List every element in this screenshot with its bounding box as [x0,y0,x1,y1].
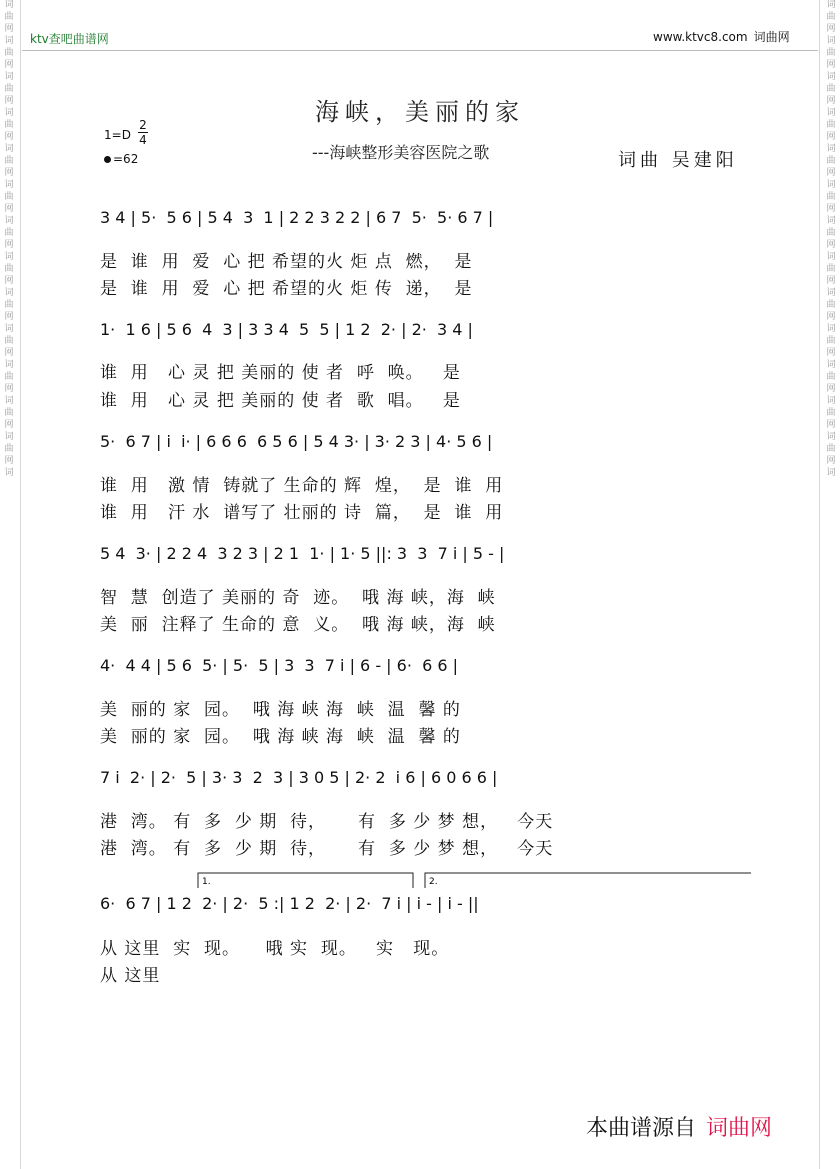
border-watermark-glyph: 词 [826,396,836,406]
border-watermark-glyph: 词 [4,396,14,406]
border-watermark-glyph: 网 [826,276,836,286]
system-5-lyric-1: 美 丽的 家 园。 哦 海 峡 海 峡 温 馨 的 [100,700,461,720]
border-watermark-glyph: 网 [4,312,14,322]
border-watermark-glyph: 网 [826,24,836,34]
site-url-right[interactable] [653,28,790,45]
border-watermark-glyph: 曲 [826,408,836,418]
volta-brackets [195,870,755,890]
border-watermark-glyph: 网 [826,60,836,70]
border-watermark-glyph: 曲 [4,156,14,166]
border-watermark-glyph: 曲 [4,48,14,58]
border-watermark-glyph: 网 [4,24,14,34]
border-watermark-glyph: 曲 [826,156,836,166]
time-signature-top: 2 [139,118,147,132]
border-watermark-glyph: 词 [4,108,14,118]
border-watermark-glyph: 网 [826,420,836,430]
site-name-left[interactable]: ktv查吧曲谱网 [30,32,109,46]
border-watermark-glyph: 曲 [4,264,14,274]
border-watermark-glyph: 曲 [826,264,836,274]
border-watermark-glyph: 词 [4,216,14,226]
border-watermark-glyph: 词 [4,468,14,478]
border-watermark-glyph: 网 [826,96,836,106]
border-watermark-glyph: 网 [826,348,836,358]
border-watermark-glyph: 曲 [826,372,836,382]
song-title: 海峡，美丽的家 [315,98,525,126]
border-watermark-glyph: 曲 [4,300,14,310]
border-watermark-glyph: 曲 [826,228,836,238]
border-watermark-glyph: 词 [826,216,836,226]
volta-label-2: 2. [429,877,438,887]
border-watermark-glyph: 网 [826,456,836,466]
border-watermark-glyph: 词 [826,468,836,478]
border-watermark-glyph: 网 [826,168,836,178]
border-watermark-glyph: 词 [4,0,14,10]
border-watermark-glyph: 曲 [826,300,836,310]
system-7-notes: 6· 6 7 | 1 2 2· | 2· 5 :| 1 2 2· | 2· 7 i | i - | i - || [100,894,479,913]
border-watermark-glyph: 词 [826,180,836,190]
border-watermark-glyph: 词 [4,432,14,442]
system-4-notes: 5 4 3· | 2 2 4 3 2 3 | 2 1 1· | 1· 5 ||: 3 3 7 i | 5 - | [100,544,505,563]
border-watermark-glyph: 曲 [4,228,14,238]
border-watermark-glyph: 词 [826,0,836,10]
time-signature-bottom: 4 [139,133,147,147]
system-3-lyric-2: 谁 用 汗 水 谱写了 壮丽的 诗 篇， 是 谁 用 [100,503,504,523]
border-watermark-glyph: 词 [4,252,14,262]
system-6-lyric-2: 港 湾。 有 多 少 期 待， 有 多 少 梦 想， 今天 [100,839,554,859]
time-signature [138,118,148,147]
border-watermark-glyph: 网 [4,240,14,250]
system-1-lyric-2: 是 谁 用 爱 心 把 希望的火 炬 传 递， 是 [100,279,473,299]
border-watermark-glyph: 词 [826,252,836,262]
system-3-notes: 5· 6 7 | i i· | 6 6 6 6 5 6 | 5 4 3· | 3· 2 3 | 4· 5 6 | [100,432,493,451]
footer-source [586,1111,772,1142]
border-watermark-glyph: 词 [4,144,14,154]
border-watermark-glyph: 词 [826,360,836,370]
site-url[interactable]: www.ktvc8.com [653,30,748,44]
volta-label-1: 1. [202,877,211,887]
border-watermark-glyph: 词 [4,288,14,298]
left-border-line [20,0,21,1169]
border-watermark-glyph: 曲 [4,444,14,454]
footer-source-text: 本曲谱源自 [586,1116,697,1141]
left-border-watermark [2,0,16,1169]
border-watermark-glyph: 曲 [4,336,14,346]
border-watermark-glyph: 词 [826,288,836,298]
system-6-notes: 7 i 2· | 2· 5 | 3· 3 2 3 | 3 0 5 | 2· 2 i 6 | 6 0 6 6 | [100,768,498,787]
tempo-value: =62 [113,152,139,166]
system-1-lyric-1: 是 谁 用 爱 心 把 希望的火 炬 点 燃， 是 [100,252,473,272]
border-watermark-glyph: 网 [4,276,14,286]
border-watermark-glyph: 网 [4,348,14,358]
site-brand[interactable]: 词曲网 [753,30,790,44]
system-4-lyric-1: 智 慧 创造了 美丽的 奇 迹。 哦 海 峡，海 峡 [100,588,496,608]
border-watermark-glyph: 曲 [4,192,14,202]
border-watermark-glyph: 网 [4,60,14,70]
system-1-notes: 3 4 | 5· 5 6 | 5 4 3 1 | 2 2 3 2 2 | 6 7 5· 5· 6 7 | [100,208,494,227]
border-watermark-glyph: 网 [826,312,836,322]
border-watermark-glyph: 网 [4,456,14,466]
border-watermark-glyph: 曲 [826,48,836,58]
composer-credit: 词曲 吴建阳 [618,150,738,171]
border-watermark-glyph: 词 [826,36,836,46]
border-watermark-glyph: 网 [4,96,14,106]
volta-bracket-1 [198,873,413,888]
border-watermark-glyph: 曲 [4,12,14,22]
border-watermark-glyph: 曲 [4,120,14,130]
system-2-lyric-1: 谁 用 心 灵 把 美丽的 使 者 呼 唤。 是 [100,363,461,383]
border-watermark-glyph: 词 [4,36,14,46]
border-watermark-glyph: 词 [826,144,836,154]
border-watermark-glyph: 网 [4,384,14,394]
border-watermark-glyph: 曲 [826,84,836,94]
border-watermark-glyph: 曲 [826,12,836,22]
border-watermark-glyph: 词 [826,108,836,118]
right-border-watermark [824,0,838,1169]
border-watermark-glyph: 曲 [4,408,14,418]
system-5-lyric-2: 美 丽的 家 园。 哦 海 峡 海 峡 温 馨 的 [100,727,461,747]
system-7-lyric-2: 从 这里 [100,966,161,986]
footer-brand[interactable]: 词曲网 [706,1116,773,1141]
system-2-lyric-2: 谁 用 心 灵 把 美丽的 使 者 歌 唱。 是 [100,391,461,411]
border-watermark-glyph: 词 [4,72,14,82]
border-watermark-glyph: 词 [4,180,14,190]
border-watermark-glyph: 词 [4,360,14,370]
border-watermark-glyph: 网 [826,240,836,250]
border-watermark-glyph: 曲 [4,372,14,382]
quarter-note-icon [104,156,111,163]
system-5-notes: 4· 4 4 | 5 6 5· | 5· 5 | 3 3 7 i | 6 - | 6· 6 6 | [100,656,459,675]
border-watermark-glyph: 曲 [826,120,836,130]
border-watermark-glyph: 词 [4,324,14,334]
border-watermark-glyph: 曲 [826,444,836,454]
border-watermark-glyph: 词 [826,72,836,82]
header-divider [22,50,818,51]
system-4-lyric-2: 美 丽 注释了 生命的 意 义。 哦 海 峡，海 峡 [100,615,496,635]
border-watermark-glyph: 曲 [826,192,836,202]
system-2-notes: 1· 1 6 | 5 6 4 3 | 3 3 4 5 5 | 1 2 2· | 2· 3 4 | [100,320,473,339]
border-watermark-glyph: 词 [826,324,836,334]
border-watermark-glyph: 网 [4,420,14,430]
tempo-marking [104,152,138,166]
system-6-lyric-1: 港 湾。 有 多 少 期 待， 有 多 少 梦 想， 今天 [100,812,554,832]
border-watermark-glyph: 词 [826,432,836,442]
border-watermark-glyph: 网 [4,132,14,142]
border-watermark-glyph: 曲 [4,84,14,94]
system-7-lyric-1: 从 这里 实 现。 哦 实 现。 实 现。 [100,939,450,959]
volta-bracket-2 [425,873,751,888]
song-subtitle: ---海峡整形美容医院之歌 [312,143,490,162]
border-watermark-glyph: 网 [4,168,14,178]
border-watermark-glyph: 曲 [826,336,836,346]
border-watermark-glyph: 网 [826,204,836,214]
system-3-lyric-1: 谁 用 激 情 铸就了 生命的 辉 煌， 是 谁 用 [100,476,504,496]
key-signature: 1=D [104,128,131,142]
border-watermark-glyph: 网 [826,384,836,394]
right-border-line [819,0,820,1169]
border-watermark-glyph: 网 [4,204,14,214]
border-watermark-glyph: 网 [826,132,836,142]
